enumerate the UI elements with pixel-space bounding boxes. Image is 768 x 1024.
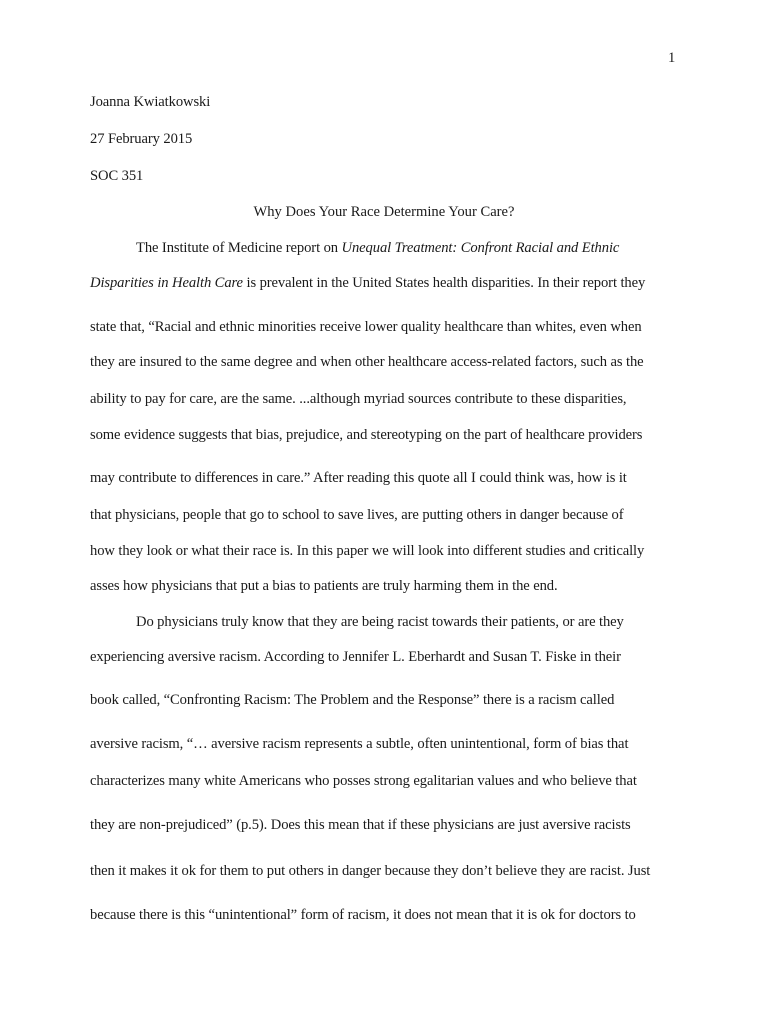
paragraph-2-line-2: experiencing aversive racism. According to Jennifer L. Eberhardt and Susan T. Fiske in their	[90, 649, 621, 665]
paragraph-2-line-7: then it makes it ok for them to put others in danger because they don’t believe they are racist. Just	[90, 863, 651, 879]
document-title: Why Does Your Race Determine Your Care?	[253, 204, 515, 220]
paragraph-2-line-5: characterizes many white Americans who posses strong egalitarian values and who believe that	[90, 773, 637, 789]
paragraph-2-line-8: because there is this “unintentional” form of racism, it does not mean that it is ok for doctors to	[90, 907, 636, 923]
report-title-italic: Unequal Treatment: Confront Racial and Ethnic	[341, 240, 620, 256]
page-number: 1	[668, 50, 676, 66]
course-code: SOC 351	[90, 168, 144, 184]
paragraph-1-line-10: asses how physicians that put a bias to patients are truly harming them in the end.	[90, 578, 558, 594]
paragraph-1-line-1	[136, 238, 619, 258]
paragraph-1-line-2	[90, 273, 645, 293]
paragraph-1-line-3: state that, “Racial and ethnic minorities receive lower quality healthcare than whites, even when	[90, 319, 642, 335]
paragraph-1-line-4: they are insured to the same degree and when other healthcare access-related factors, such as the	[90, 354, 644, 370]
paragraph-2-line-6: they are non-prejudiced” (p.5). Does this mean that if these physicians are just aversive racists	[90, 817, 631, 833]
paragraph-2-line-3: book called, “Confronting Racism: The Problem and the Response” there is a racism called	[90, 692, 615, 708]
paragraph-1-line-7: may contribute to differences in care.” After reading this quote all I could think was, how is it	[90, 470, 627, 486]
paragraph-2-line-4: aversive racism, “… aversive racism represents a subtle, often unintentional, form of bias that	[90, 736, 629, 752]
document-date: 27 February 2015	[90, 131, 193, 147]
body-text: The Institute of Medicine report on	[136, 240, 342, 256]
report-title-italic: Disparities in Health Care	[90, 275, 243, 291]
body-text: is prevalent in the United States health disparities. In their report they	[242, 275, 646, 291]
paragraph-1-line-9: how they look or what their race is. In this paper we will look into different studies and critically	[90, 543, 645, 559]
paragraph-2-line-1: Do physicians truly know that they are being racist towards their patients, or are they	[136, 614, 624, 630]
paragraph-1-line-8: that physicians, people that go to school to save lives, are putting others in danger because of	[90, 507, 624, 523]
paragraph-1-line-5: ability to pay for care, are the same. ...although myriad sources contribute to these disparities,	[90, 391, 627, 407]
author-name: Joanna Kwiatkowski	[90, 94, 211, 110]
paragraph-1-line-6: some evidence suggests that bias, prejudice, and stereotyping on the part of healthcare providers	[90, 427, 643, 443]
